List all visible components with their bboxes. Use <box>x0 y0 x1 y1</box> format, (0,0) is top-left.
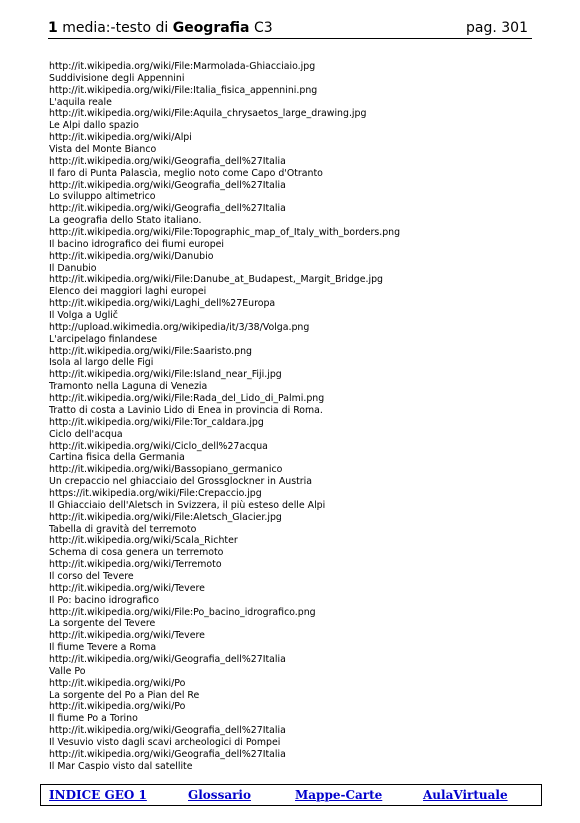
virtual-classroom-link[interactable]: AulaVirtuale <box>423 788 508 802</box>
page-title <box>48 20 273 37</box>
maps-link[interactable]: Mappe-Carte <box>295 788 383 802</box>
caption-text: Vista del Monte Bianco <box>49 144 157 156</box>
source-url: http://it.wikipedia.org/wiki/Bassopiano_germanico <box>49 464 283 476</box>
source-url: http://it.wikipedia.org/wiki/File:Po_bacino_idrografico.png <box>49 606 316 618</box>
source-url: http://it.wikipedia.org/wiki/Geografia_dell%27Italia <box>49 725 286 737</box>
caption-text: Il Ghiacciaio dell'Aletsch in Svizzera, il più esteso delle Alpi <box>49 499 326 511</box>
source-url: https://it.wikipedia.org/wiki/File:Crepaccio.jpg <box>49 487 262 499</box>
source-url: http://it.wikipedia.org/wiki/Danubio <box>49 250 214 262</box>
title-prefix: media:-testo di <box>57 20 173 36</box>
caption-text: Il Danubio <box>49 262 97 274</box>
source-url: http://it.wikipedia.org/wiki/File:Aletsch_Glacier.jpg <box>49 511 282 523</box>
source-url: http://it.wikipedia.org/wiki/Laghi_dell%27Europa <box>49 298 276 310</box>
source-url: http://it.wikipedia.org/wiki/Geografia_dell%27Italia <box>49 155 286 167</box>
caption-text: Le Alpi dallo spazio <box>49 120 139 132</box>
caption-text: Tabella di gravità del terremoto <box>49 523 197 535</box>
caption-text: Il Mar Caspio visto dal satellite <box>49 760 193 772</box>
caption-text: La sorgente del Po a Pian del Re <box>49 689 200 701</box>
page-header <box>48 20 532 39</box>
title-number: 1 <box>48 20 58 36</box>
footer-nav <box>40 784 542 806</box>
source-url: http://it.wikipedia.org/wiki/Geografia_dell%27Italia <box>49 748 286 760</box>
caption-text: Valle Po <box>49 665 86 677</box>
caption-text: Tramonto nella Laguna di Venezia <box>49 381 208 393</box>
caption-text: La geografia dello Stato italiano. <box>49 215 202 227</box>
caption-text: L'arcipelago finlandese <box>49 333 158 345</box>
caption-text: Il Vesuvio visto dagli scavi archeologici di Pompei <box>49 736 281 748</box>
source-url: http://it.wikipedia.org/wiki/Po <box>49 677 186 689</box>
source-url: http://upload.wikimedia.org/wikipedia/it/3/38/Volga.png <box>49 321 310 333</box>
source-url: http://it.wikipedia.org/wiki/File:Aquila_chrysaetos_large_drawing.jpg <box>49 108 367 120</box>
caption-text: Il Volga a Uglič <box>49 310 118 322</box>
source-url: http://it.wikipedia.org/wiki/File:Rada_del_Lido_di_Palmi.png <box>49 393 325 405</box>
caption-text: Ciclo dell'acqua <box>49 428 123 440</box>
source-url: http://it.wikipedia.org/wiki/Geografia_dell%27Italia <box>49 653 286 665</box>
source-url: http://it.wikipedia.org/wiki/Alpi <box>49 132 192 144</box>
caption-text: Il corso del Tevere <box>49 570 134 582</box>
source-url: http://it.wikipedia.org/wiki/Scala_Richter <box>49 535 238 547</box>
caption-text: Schema di cosa genera un terremoto <box>49 547 224 559</box>
source-url: http://it.wikipedia.org/wiki/Geografia_dell%27Italia <box>49 179 286 191</box>
source-url: http://it.wikipedia.org/wiki/File:Danube_at_Budapest,_Margit_Bridge.jpg <box>49 274 383 286</box>
caption-text: Tratto di costa a Lavinio Lido di Enea in provincia di Roma. <box>49 404 323 416</box>
source-url: http://it.wikipedia.org/wiki/Tevere <box>49 630 205 642</box>
caption-text: L'aquila reale <box>49 96 112 108</box>
caption-text: Isola al largo delle Figi <box>49 357 154 369</box>
source-url: http://it.wikipedia.org/wiki/File:Topographic_map_of_Italy_with_borders.png <box>49 227 401 239</box>
caption-text: Il bacino idrografico dei fiumi europei <box>49 238 225 250</box>
source-url: http://it.wikipedia.org/wiki/Tevere <box>49 582 205 594</box>
index-link[interactable]: INDICE GEO 1 <box>49 788 147 802</box>
source-url: http://it.wikipedia.org/wiki/File:Tor_caldara.jpg <box>49 416 264 428</box>
source-url: http://it.wikipedia.org/wiki/Terremoto <box>49 559 222 571</box>
caption-text: Elenco dei maggiori laghi europei <box>49 286 207 298</box>
source-url: http://it.wikipedia.org/wiki/Geografia_dell%27Italia <box>49 203 286 215</box>
source-url: http://it.wikipedia.org/wiki/File:Saaristo.png <box>49 345 252 357</box>
page-number: pag. 301 <box>466 20 528 36</box>
source-url: http://it.wikipedia.org/wiki/File:Marmolada-Ghiacciaio.jpg <box>49 61 316 72</box>
caption-text: Cartina fisica della Germania <box>49 452 185 464</box>
title-suffix: C3 <box>249 20 273 36</box>
source-url: http://it.wikipedia.org/wiki/Ciclo_dell%27acqua <box>49 440 268 452</box>
source-url: http://it.wikipedia.org/wiki/File:Island_near_Fiji.jpg <box>49 369 282 381</box>
glossary-link[interactable]: Glossario <box>188 788 251 802</box>
caption-text: Un crepaccio nel ghiacciaio del Grossglockner in Austria <box>49 476 312 488</box>
caption-text: Lo sviluppo altimetrico <box>49 191 156 203</box>
source-url: http://it.wikipedia.org/wiki/Po <box>49 701 186 713</box>
caption-text: La sorgente del Tevere <box>49 618 156 630</box>
source-url: http://it.wikipedia.org/wiki/File:Italia_fisica_appennini.png <box>49 84 318 96</box>
caption-text: Il fiume Po a Torino <box>49 713 138 725</box>
caption-text: Il Po: bacino idrografico <box>49 594 159 606</box>
reference-list <box>49 61 529 773</box>
caption-text: Il fiume Tevere a Roma <box>49 642 157 654</box>
caption-text: Il faro di Punta Palascìa, meglio noto come Capo d'Otranto <box>49 167 323 179</box>
title-subject: Geografia <box>172 20 250 36</box>
caption-text: Suddivisione degli Appennini <box>49 72 185 84</box>
